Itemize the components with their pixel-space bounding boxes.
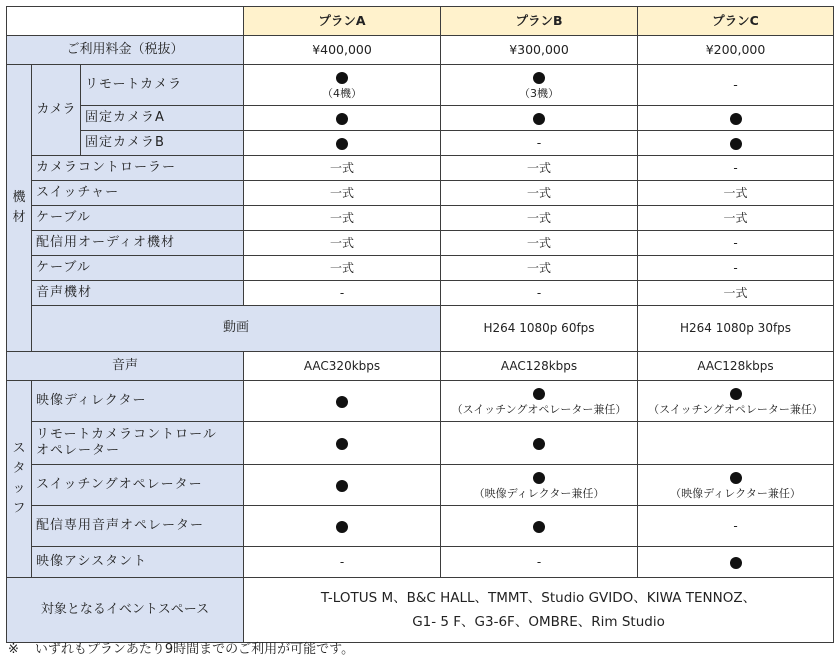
cable-2-label: ケーブル [32,256,244,281]
controller-plan-b: 一式 [441,156,638,181]
filled-circle-icon [336,138,348,150]
fixed-camera-b-plan-b: - [441,131,638,156]
video-plan-b: H264 1080p 30fps [638,306,834,352]
filled-circle-icon [533,521,545,533]
table-row-audio-equipment [7,281,834,306]
header-plan-b: プランB [441,7,638,36]
fixed-camera-b-label: 固定カメラB [81,131,244,156]
table-row-fee [7,36,834,65]
controller-plan-a: 一式 [244,156,441,181]
remote-camera-plan-a: （4機） [244,65,441,106]
assistant-label: 映像アシスタント [32,547,244,578]
table-row-switcher [7,181,834,206]
header-plan-a: プランA [244,7,441,36]
filled-circle-icon [730,113,742,125]
filled-circle-icon [336,438,348,450]
table-row-remote-camera [7,65,834,106]
video-label: 動画 [32,306,441,352]
switching-operator-plan-b: （映像ディレクター兼任） [441,465,638,506]
fee-label: ご利用料金（税抜） [7,36,244,65]
filled-circle-icon [336,396,348,408]
sound-label: 音声 [7,352,244,381]
table-row-video [7,306,834,352]
remote-operator-label: リモートカメラコントロール オペレーター [32,422,244,465]
table-row-venues [7,578,834,643]
cable-2-plan-c: - [638,256,834,281]
table-row-remote-operator [7,422,834,465]
table-row-assistant [7,547,834,578]
switching-operator-plan-c: （映像ディレクター兼任） [638,465,834,506]
remote-camera-label: リモートカメラ [81,65,244,106]
audio-operator-label: 配信専用音声オペレーター [32,506,244,547]
controller-label: カメラコントローラー [32,156,244,181]
remote-operator-plan-a [244,422,441,465]
fixed-camera-a-plan-c [638,106,834,131]
filled-circle-icon [533,388,545,400]
fixed-camera-b-plan-c [638,131,834,156]
switcher-plan-a: 一式 [244,181,441,206]
group-equipment: 機材 [7,65,32,352]
cable-2-plan-a: 一式 [244,256,441,281]
fixed-camera-b-plan-a [244,131,441,156]
switcher-label: スイッチャー [32,181,244,206]
remote-camera-plan-c: - [638,65,834,106]
filled-circle-icon [730,138,742,150]
venues-label: 対象となるイベントスペース [7,578,244,643]
filled-circle-icon [533,72,545,84]
director-plan-c: （スイッチングオペレーター兼任） [638,381,834,422]
header-plan-c: プランC [638,7,834,36]
remote-operator-plan-c [638,422,834,465]
director-plan-a [244,381,441,422]
table-row-cable-1 [7,206,834,231]
audio-distribution-plan-b: 一式 [441,231,638,256]
fee-plan-c: ¥200,000 [638,36,834,65]
filled-circle-icon [336,480,348,492]
table-row-audio-operator [7,506,834,547]
filled-circle-icon [730,557,742,569]
cable-1-plan-c: 一式 [638,206,834,231]
group-camera: カメラ [32,65,81,156]
filled-circle-icon [336,113,348,125]
fee-plan-b: ¥300,000 [441,36,638,65]
audio-operator-plan-b [441,506,638,547]
cable-2-plan-b: 一式 [441,256,638,281]
filled-circle-icon [533,438,545,450]
footnote-mark: ※ [8,642,19,657]
cable-1-plan-a: 一式 [244,206,441,231]
audio-operator-plan-a [244,506,441,547]
fee-plan-a: ¥400,000 [244,36,441,65]
filled-circle-icon [730,472,742,484]
sound-plan-c: AAC128kbps [638,352,834,381]
audio-distribution-label: 配信用オーディオ機材 [32,231,244,256]
remote-operator-plan-b [441,422,638,465]
table-row-director [7,381,834,422]
filled-circle-icon [336,521,348,533]
fixed-camera-a-plan-b [441,106,638,131]
filled-circle-icon [533,472,545,484]
audio-distribution-plan-c: - [638,231,834,256]
cable-1-label: ケーブル [32,206,244,231]
remote-camera-plan-b: （3機） [441,65,638,106]
switching-operator-plan-a [244,465,441,506]
switcher-plan-c: 一式 [638,181,834,206]
director-label: 映像ディレクター [32,381,244,422]
table-row-switching-operator [7,465,834,506]
group-staff: スタッフ [7,381,32,578]
sound-plan-b: AAC128kbps [441,352,638,381]
fixed-camera-a-plan-a [244,106,441,131]
table-row-fixed-camera-a [7,106,834,131]
table-row-sound [7,352,834,381]
venues-list: T-LOTUS M、B&C HALL、TMMT、Studio GVIDO、KIWA TENNOZ、 G1- 5 F、G3-6F、OMBRE、Rim Studio [244,578,834,643]
assistant-plan-b: - [441,547,638,578]
filled-circle-icon [533,113,545,125]
audio-equipment-plan-a: - [244,281,441,306]
audio-equipment-plan-b: - [441,281,638,306]
switching-operator-label: スイッチングオペレーター [32,465,244,506]
table-row-controller [7,156,834,181]
table-row-cable-2 [7,256,834,281]
filled-circle-icon [336,72,348,84]
audio-distribution-plan-a: 一式 [244,231,441,256]
audio-equipment-label: 音声機材 [32,281,244,306]
controller-plan-c: - [638,156,834,181]
assistant-plan-c [638,547,834,578]
footnote [8,638,354,657]
cable-1-plan-b: 一式 [441,206,638,231]
pricing-table [6,6,834,643]
director-plan-b: （スイッチングオペレーター兼任） [441,381,638,422]
table-row-fixed-camera-b [7,131,834,156]
sound-plan-a: AAC320kbps [244,352,441,381]
assistant-plan-a: - [244,547,441,578]
header-corner [7,7,244,36]
audio-equipment-plan-c: 一式 [638,281,834,306]
filled-circle-icon [730,388,742,400]
video-plan-a: H264 1080p 60fps [441,306,638,352]
footnote-text: いずれもプランあたり9時間までのご利用が可能です。 [34,642,355,657]
switcher-plan-b: 一式 [441,181,638,206]
table-row-audio-distribution [7,231,834,256]
audio-operator-plan-c: - [638,506,834,547]
fixed-camera-a-label: 固定カメラA [81,106,244,131]
